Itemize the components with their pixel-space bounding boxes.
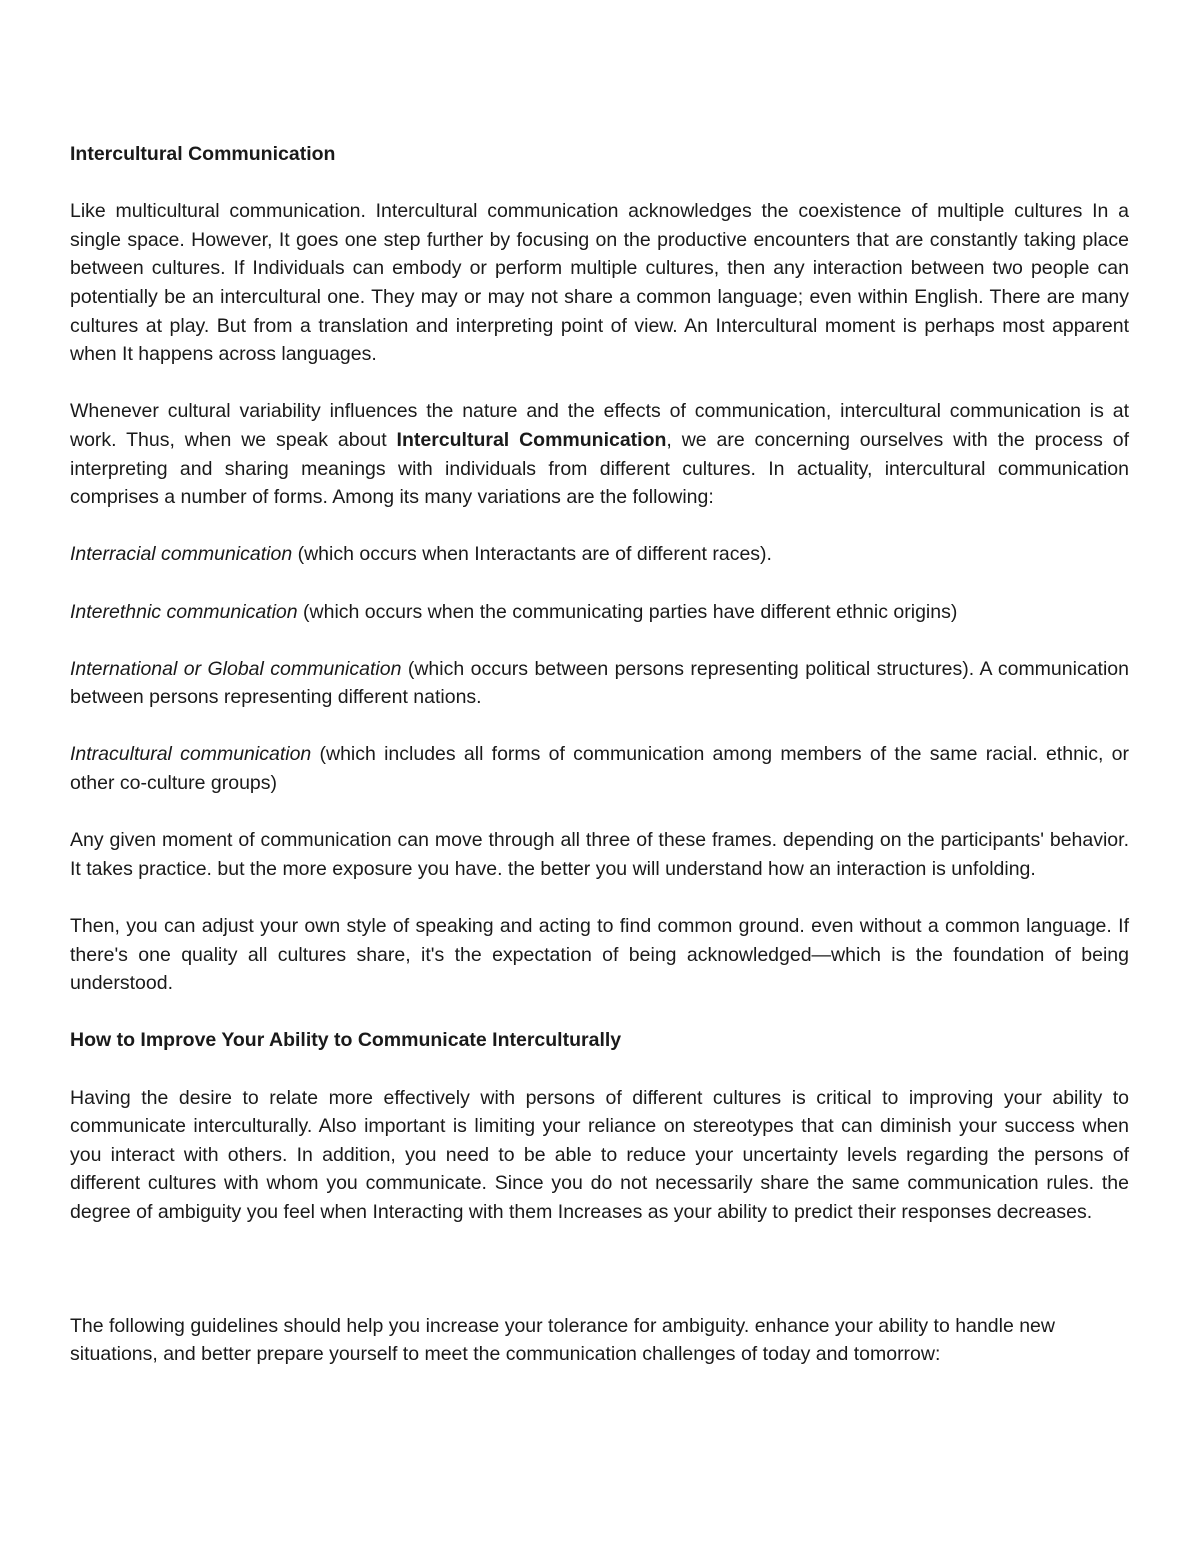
form-term: International or Global communication <box>70 657 402 680</box>
form-interethnic <box>70 598 1129 627</box>
paragraph-common-ground: Then, you can adjust your own style of speaking and acting to find common ground. even without a common language. If there's one quality all cultures share, it's the expectation of being acknowledged—which is the foundation of being understood. <box>70 915 1129 995</box>
emphasis-intercultural-communication: Intercultural Communication <box>396 428 667 451</box>
paragraph-improve: Having the desire to relate more effectively with persons of different cultures is critical to improving your ability to communicate interculturally. Also important is limiting your reliance on stereotypes that can diminish your success when you interact with others. In addition, you need to be able to reduce your uncertainty levels regarding the persons of different cultures with whom you communicate. Since you do not necessarily share the same communication rules. the degree of ambiguity you feel when Interacting with them Increases as your ability to predict their responses decreases. <box>70 1086 1129 1223</box>
section-heading-intercultural-communication: Intercultural Communication <box>70 143 336 165</box>
form-interracial <box>70 540 1129 569</box>
form-description: (which includes all forms of communication among members of the same racial. ethnic, or other co-culture groups) <box>70 743 1129 795</box>
form-international <box>70 655 1129 712</box>
paragraph-definition-text-end: , we are concerning ourselves with the process of interpreting and sharing meanings with individuals from different cultures. In actuality, intercultural communication comprises a number of forms. Among its many variations are the following: <box>70 428 1129 509</box>
paragraph-frames: Any given moment of communication can move through all three of these frames. depending on the participants' behavior. It takes practice. but the more exposure you have. the better you will understand how an interaction is unfolding. <box>70 829 1129 880</box>
paragraph-guidelines: The following guidelines should help you increase your tolerance for ambiguity. enhance your ability to handle new situations, and better prepare yourself to meet the communication challenges of today and tomorrow: <box>70 1314 1055 1366</box>
document-page <box>70 140 1129 1369</box>
form-term: Interethnic communication <box>70 600 298 623</box>
paragraph-definition <box>70 397 1129 511</box>
form-description: (which occurs when Interactants are of different races). <box>292 543 772 566</box>
paragraph-intro: Like multicultural communication. Intercultural communication acknowledges the coexistence of multiple cultures In a single space. However, It goes one step further by focusing on the productive encounters that are constantly taking place between cultures. If Individuals can embody or perform multiple cultures, then any interaction between two people can potentially be an intercultural one. They may or may not share a common language; even within English. There are many cultures at play. But from a translation and interpreting point of view. An Intercultural moment is perhaps most apparent when It happens across languages. <box>70 200 1129 366</box>
paragraph-definition-text-start: Whenever cultural variability influences the nature and the effects of communication, intercultural communication is at work. Thus, when we speak about <box>70 400 1129 451</box>
form-term: Interracial communication <box>70 543 293 566</box>
form-description: (which occurs between persons representing political structures). A communication between persons representing different nations. <box>70 657 1129 709</box>
section-heading-improve-ability: How to Improve Your Ability to Communicate Interculturally <box>70 1029 622 1052</box>
form-term: Intracultural communication <box>70 743 312 766</box>
form-description: (which occurs when the communicating parties have different ethnic origins) <box>297 600 958 623</box>
form-intracultural <box>70 740 1129 797</box>
